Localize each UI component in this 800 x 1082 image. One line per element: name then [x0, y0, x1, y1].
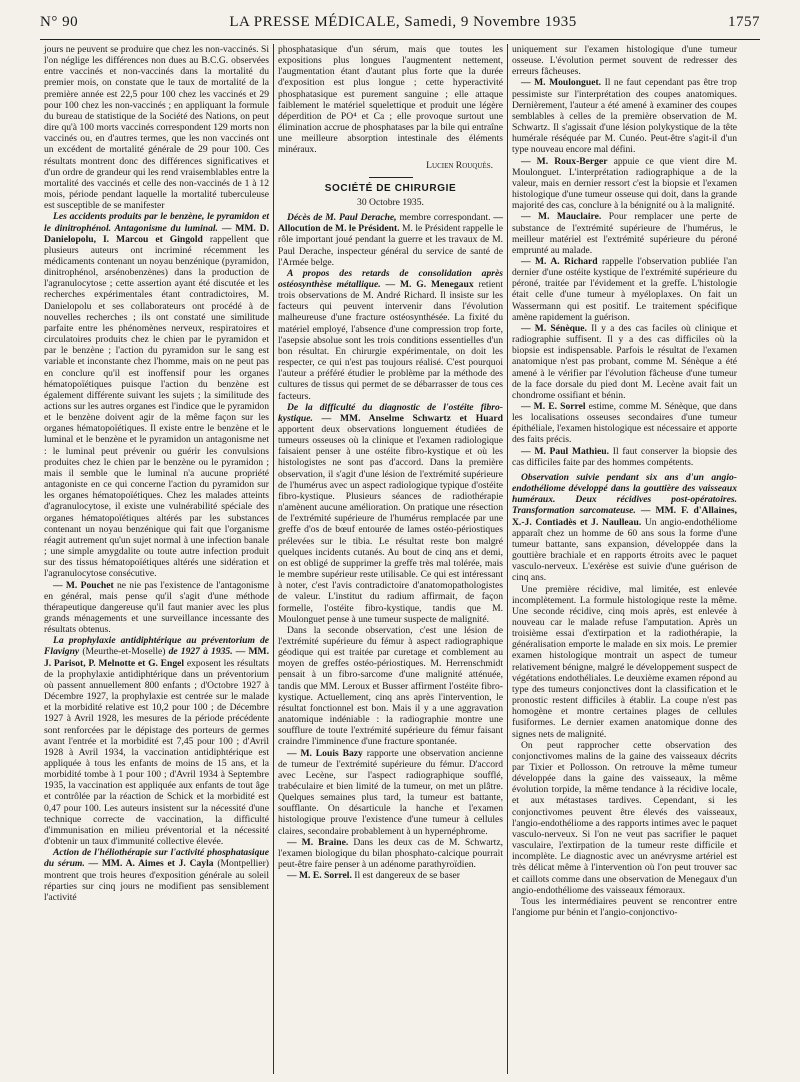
body-text: retient trois observations de M. André Richard. Il insiste sur les facteurs qui peuvent intervenir dans l'évolution malheureuse d'une fracture ostéosynthésée. La fixité du matériel employé, l'absence d'une compression trop forte, l'asepsie absolue sont les trois conditions essentielles d'un bon résultat. En chirurgie expérimentale, on doit les respecter, ce qui n'est pas toujours réalisé. C'est pourquoi l'auteur a préféré étudier le problème par la méthode des cultures de tissus qui permet de se débarrasser de tous ces facteurs. [278, 278, 503, 402]
body-text: appuie ce que vient dire M. Moulonguet. L'interprétation radiographique a de la valeur, mais en dernier ressort c'est la biopsie et l'examen histologique d'une tumeur osseuse qui doit, dans la grande majorité des cas, conclure à la bénignité ou à la malignité. [512, 155, 737, 212]
article-title: La prophylaxie antidiphtérique au préventorium de Flavigny [44, 635, 269, 658]
location: (Meurthe-et-Moselle) [82, 646, 166, 658]
article-title: De la difficulté du diagnostic de l'ostéite fibro-kystique. [278, 401, 503, 424]
column-2 [274, 44, 507, 1074]
article-title: Action de l'héliothérapie sur l'activité phosphatasique du sérum. [44, 847, 269, 870]
authors: — M. G. Menegaux [385, 278, 474, 290]
body-text: rappellent que plusieurs auteurs ont incriminé récemment les médicaments contenant un noyau benzénique (pyramidon, dinitrophénol, arsénobenzènes) dans la production de l'agranulocytose ; cette assertion ayant été discutée et les recherches expérimentales étant contradictoires, M. Danielopolu et ses collaborateurs ont procédé à de nouvelles recherches ; ils ont constaté une similitude parfaite entre les phénomènes nerveux, respiratoires et circulatoires produits chez le chien par le pyramidon et par le benzène ; l'action du pyramidon sur le sang est variable et inconstante chez l'homme, mais on ne peut pas en conclure qu'il est inoffensif pour les organes hématopoïétiques puisque l'action du benzène est également différente suivant les sujets ; la similitude des actions sur les autres organes est l'indice que le pyramidon et le benzène doivent agir de la même façon sur les organes hématopoïétiques. Il existe entre le benzène et le luminal et le benzène et le pyramidon un antagonisme net : le luminal peut prévenir ou guérir les convulsions produites chez le chien par le benzène ou le pyramidon ; mais il semble que le luminal n'a aucune propriété antagoniste en ce qui concerne l'action du pyramidon sur les organes hématopoïétiques. Chez les malades atteints d'agranulocytose, il existe une vulnérabilité spéciale des organes hématopoïétiques altérés par les substances contenant un noyau benzénique qui fait que l'organisme réagit autrement qu'un sujet normal à une infection banale ; une simple amygdalite ou toute autre infection produit sur des tissus hématopoïétiques altérés une sidération et l'agranulocytose consécutive. [44, 233, 270, 580]
page-number: 1757 [727, 14, 760, 30]
paragraph [512, 211, 737, 256]
paragraph [278, 748, 503, 837]
body-text: (Montpellier) montrent que trois heures d'exposition générale au soleil réparties sur cinq jours ne modifient pas sensiblement l'activité [44, 858, 269, 903]
paragraph [278, 212, 503, 268]
authors: — M. E. Sorrel [521, 401, 586, 412]
article-title: Décès de M. Paul Derache, [287, 212, 397, 224]
paragraph [44, 580, 269, 636]
paragraph [44, 635, 269, 847]
article-title: Les accidents produits par le benzène, le pyramidon et le dinitrophénol. Antagonisme du luminal. [44, 211, 269, 234]
authors: — MM. Anselme Schwartz et Huard [321, 412, 503, 424]
body-text: rappelle l'observation publiée l'an dernier d'une ostéite kystique de l'extrémité supérieure du péroné, traitée par l'évidement et la greffe. L'histologie était celle d'une tumeur à myéloplaxes. On fait un Wassermann qui est positif. Le traitement spécifique amène rapidement la guérison. [512, 255, 737, 323]
paragraph [278, 402, 503, 625]
body-text: Dans les deux cas de M. Schwartz, l'examen biologique du bilan phosphato-calcique pourrait peut-être faire penser à un adénome parathyroïdien. [278, 836, 503, 871]
paragraph: Une première récidive, mal limitée, est enlevée incomplètement. La formule histologique reste la même. Une seconde récidive, cinq mois après, est enlevée à nouveau car le malade refuse l'amputation. Après un troisième essai d'extirpation et la radiothérapie, la généralisation emporte le malade en six mois. Le premier examen histologique montrait un aspect de tumeur relativement bénigne, malgré le développement suspect de végétations endothéliales. Le deuxième examen répond au type des tumeurs conjonctives dont la classification et le pronostic restent difficiles à établir. La coupe n'est pas homogène et montre certaines plages de cellules fusiformes. Le dernier examen anatomique donne des signes nets de malignité. [512, 583, 737, 740]
paragraph [512, 156, 737, 212]
paragraph: phosphatasique d'un sérum, mais que toutes les expositions plus longues l'augmentent nettement, l'augmentation étant d'autant plus forte que la durée d'exposition est plus longue ; cette hyperactivité phosphatasique est purement sanguine ; elle attaque faiblement le matériel squelettique et produit une légère déperdition de PO⁴ et Ca ; elle provoque surtout une élimination accrue de phosphatases par la bile qui entraîne une meilleure absorption intestinale des éléments minéraux. [278, 44, 503, 156]
paragraph [278, 870, 503, 881]
authors: — MM. A. Aimes et J. Cayla [88, 858, 214, 870]
paragraph [512, 256, 737, 323]
authors: — M. E. Sorrel. [287, 870, 352, 882]
body-text: Pour remplacer une perte de substance de l'extrémité supérieure de l'humérus, le meilleur matériel est l'extrémité supérieure du péroné emprunté au malade. [512, 211, 737, 256]
paragraph [512, 77, 737, 155]
authors: — M. Sénèque. [521, 322, 587, 334]
body-text: ne nie pas l'existence de l'antagonisme en général, mais pense qu'il s'agit d'une méthode thérapeutique dangereuse qu'il faut manier avec les plus grands ménagements et une surveillance incessante des résultats obtenus. [44, 579, 269, 636]
paragraph [278, 268, 503, 402]
article-title-end: de 1927 à 1935. [168, 646, 233, 658]
section-date: 30 Octobre 1935. [357, 196, 424, 208]
body-text: apportent deux observations longuement étudiées de tumeurs osseuses où la clinique et l'examen radiologique faisaient penser à une ostéite fibro-kystique et où les histologistes ne sont pas d'accord. Dans la première observation, il s'agit d'une lésion de l'extrémité supérieure de l'humérus avec un aspect radiologique typique d'ostéite fibro-kystique. Plusieurs séances de radiothérapie n'amènent aucune amélioration. On pratique une résection de l'extrémité supérieure de l'humérus remplacée par une greffe d'os de bœuf entourée de lames ostéo-périostiques prélevées sur le tibia. Le résultat reste bon malgré quelques incidents cutanés. Au bout de cinq ans et demi, on est obligé de supprimer la greffe très mal tolérée, mais le membre supérieur reste utilisable. Ce qui est intéressant à noter, c'est l'avis contradictoire d'anatomopathologistes de valeur. L'institut du radium affirmait, de façon formelle, l'ostéite fibro-kystique, tandis que M. Moulonguet pense à une tumeur suspecte de malignité. [278, 424, 503, 625]
authors: — M. A. Richard [521, 255, 598, 267]
authors: — M. Pouchet [53, 579, 114, 591]
article-title: A propos des retards de consolidation après ostéosynthèse métallique. [278, 267, 503, 290]
authors: — M. Moulonguet. [521, 77, 602, 89]
body-text: Un angio-endothéliome apparaît chez un homme de 60 ans sous la forme d'une tumeur battante, sans expansion, développée dans la gouttière brachiale et en rapports étroits avec le paquet vasculo-nerveux. L'exérèse est suivie d'une guérison de cinq ans. [512, 516, 737, 584]
body-text: Il faut conserver la biopsie des cas difficiles faite par des hommes compétents. [512, 445, 737, 468]
body-text: Il ne faut cependant pas être trop pessimiste sur l'interprétation des coupes anatomiques. Dernièrement, l'auteur a été amené à examiner des coupes semblables à celles de la première observation de M. Schwartz. Il s'agissait d'une lésion polykystique de la tête humérale réséquée par M. Cunéo. Peut-être s'agit-il d'un type nouveau encore mal défini. [512, 77, 737, 156]
authors: — M. Paul Mathieu. [521, 445, 609, 457]
paragraph [278, 837, 503, 870]
paragraph: jours ne peuvent se produire que chez les non-vaccinés. Si l'on néglige les différences non dues au B.C.G. observées entre vaccinés et non-vaccinés dans la mortalité du premier mois, on constate que le taux de mortalité de la première année est 22,5 pour 100 chez les vaccinés et 29 pour 100 chez les non-vaccinés ; en appliquant la formule du bureau de statistique de la Société des Nations, on peut dire qu'à 100 morts vaccinés correspondent 129 morts non vaccinés ou, en d'autres termes, que les non vaccinés ont un excédent de mortalité générale de 29 pour 100. Ces résultats montrent donc des différences significatives et d'un ordre de grandeur qui les rend vraisemblables entre la mortalité des vaccinés et celle des non-vaccinés de 1 à 12 mois, période pendant laquelle la mortalité tuberculeuse est susceptible de se manifester [44, 44, 269, 212]
paragraph [512, 446, 737, 468]
body-text: Il y a des cas faciles où clinique et radiographie suffisent. Il y a des cas difficiles où la biopsie est indispensable. Parfois le résultat de l'examen anatomique n'est pas probant, comme M. Sénèque a été amené à le vérifier par l'évolution fâcheuse d'une tumeur de la face dorsale du pied dont M. Lecène avait fait un chondrome ossifiant et bénin. [512, 322, 737, 401]
section-title: SOCIÉTÉ DE CHIRURGIE [324, 182, 457, 194]
column-3 [508, 44, 741, 1074]
journal-title: LA PRESSE MÉDICALE, Samedi, 9 Novembre 1935 [229, 14, 577, 30]
signature: Lucien Rouquès. [426, 159, 493, 171]
body-text: membre correspondant. [399, 212, 491, 224]
body-text: Il est dangereux de se baser [354, 870, 461, 882]
authors: — MM. J. Parisot, P. Melnotte et G. Engel [44, 646, 269, 669]
authors: — Allocution de M. le Président. [278, 212, 504, 235]
body-text: estime, comme M. Sénèque, que dans les localisations osseuses secondaires d'une tumeur épithéliale, l'examen histologique est nécessaire et apporte des faits précis. [512, 401, 737, 446]
authors: — M. Braine. [287, 836, 349, 848]
paragraph [512, 472, 737, 584]
article-title: Observation suivie pendant six ans d'un angio-endothéliome développé dans la gouttière des vaisseaux huméraux. Deux récidives post-opératoires. Transformation sarcomateuse. [512, 471, 737, 517]
paragraph: On peut rapprocher cette observation des conjonctivomes malins de la gaine des vaisseaux décrits par Tixier et Pollosson. On retrouve la même tumeur développée dans la gaine des vaisseaux, la même évolution torpide, la même tendance à la récidive locale, et aux métastases tardives. Cependant, si les conjonctivomes peuvent être élevés des vaisseaux, l'angio-endothéliome a des rapports intimes avec le paquet vasculo-nerveux. Si l'on ne veut pas sacrifier le paquet vasculaire, l'extirpation de la tumeur reste difficile et incomplète. Le diagnostic avec un anévrysme artériel est très délicat même à l'intervention où l'on peut trouver sac et caillots comme dans une observation de Menegaux d'un angio-endothéliome des vaisseaux fémoraux. [512, 739, 737, 896]
paragraph [512, 323, 737, 401]
issue-number: N° 90 [40, 14, 79, 30]
authors: — M. Louis Bazy [287, 747, 363, 759]
paragraph [44, 847, 269, 903]
paragraph: uniquement sur l'examen histologique d'une tumeur osseuse. L'évolution permet souvent de redresser des erreurs fâcheuses. [512, 44, 737, 78]
paragraph: Tous les intermédiaires peuvent se rencontrer entre l'angiome pur bénin et l'angio-conjonctivo- [512, 895, 737, 919]
authors: — M. Mauclaire. [521, 211, 602, 223]
article-columns [40, 44, 760, 1074]
paragraph [44, 211, 269, 579]
body-text: exposent les résultats de la prophylaxie antidiphtérique dans un préventorium où passent annuellement 800 enfants ; d'Octobre 1927 à Décembre 1927, la prophylaxie est centrée sur le malade et la morbidité relative est 10,2 pour 100 ; de Décembre 1927 à Avril 1928, les mesures de la période précédente sont renforcées par le dépistage des porteurs de germes avant l'entrée et la morbidité est 7,45 pour 100 ; d'Avril 1928 à Avril 1934, la vaccination antidiphtérique est appliquée à tous les enfants de moins de 15 ans, et la morbidité tombe à 1 pour 100 ; d'Avril 1934 à Septembre 1935, la vaccination est appliquée aux enfants de tout âge et contrôlée par la réaction de Schick et la morbidité est 0,47 pour 100. Les auteurs insistent sur la nécessité d'une technique correcte de vaccination, la difficulté d'immunisation en milieu préventorial et la nécessité d'obtenir un taux d'immunité collective élevée. [44, 657, 269, 848]
authors: — MM. D. Danielopolu, I. Marcou et Gingold [44, 222, 269, 245]
body-text: rapporte une observation ancienne de tumeur de l'extrémité supérieure du fémur. D'accord avec Lecène, sur l'aspect radiographique soufflé, trabéculaire et bien limité de la tumeur, on met un plâtre. Quelques semaines plus tard, la tumeur est battante, soufflante. On désarticule la hanche et l'examen histologique prouve l'existence d'une tumeur à cellules claires, secondaire probablement à un hypernéphrome. [278, 747, 503, 837]
authors: — MM. F. d'Allaines, X.-J. Contiadès et J. Naulleau. [512, 505, 737, 528]
column-1 [40, 44, 273, 1074]
authors: — M. Roux-Berger [521, 155, 608, 167]
paragraph: Dans la seconde observation, c'est une lésion de l'extrémité supérieure du fémur à aspect radiographique géodique qui est traitée par curetage et comblement au moyen de greffes ostéo-périostiques. M. Herrenschmidt pensait à un fibro-sarcome d'une malignité atténuée, tandis que MM. Leroux et Busser affirment l'ostéite fibro-kystique. Actuellement, cinq ans après l'intervention, le résultat fonctionnel est bon. Mais il y a une aggravation anatomique indéniable : la radiographie montre une soufflure de toute l'extrémité supérieure du fémur faisant craindre l'imminence d'une fracture spontanée. [278, 624, 503, 748]
paragraph [512, 401, 737, 446]
section-heading [278, 177, 503, 208]
page-header [40, 14, 760, 40]
section-rule [369, 177, 413, 178]
body-text: M. le Président rappelle le rôle important joué pendant la guerre et les travaux de M. Paul Derache, inspecteur général du service de santé de l'Armée belge. [278, 223, 504, 268]
